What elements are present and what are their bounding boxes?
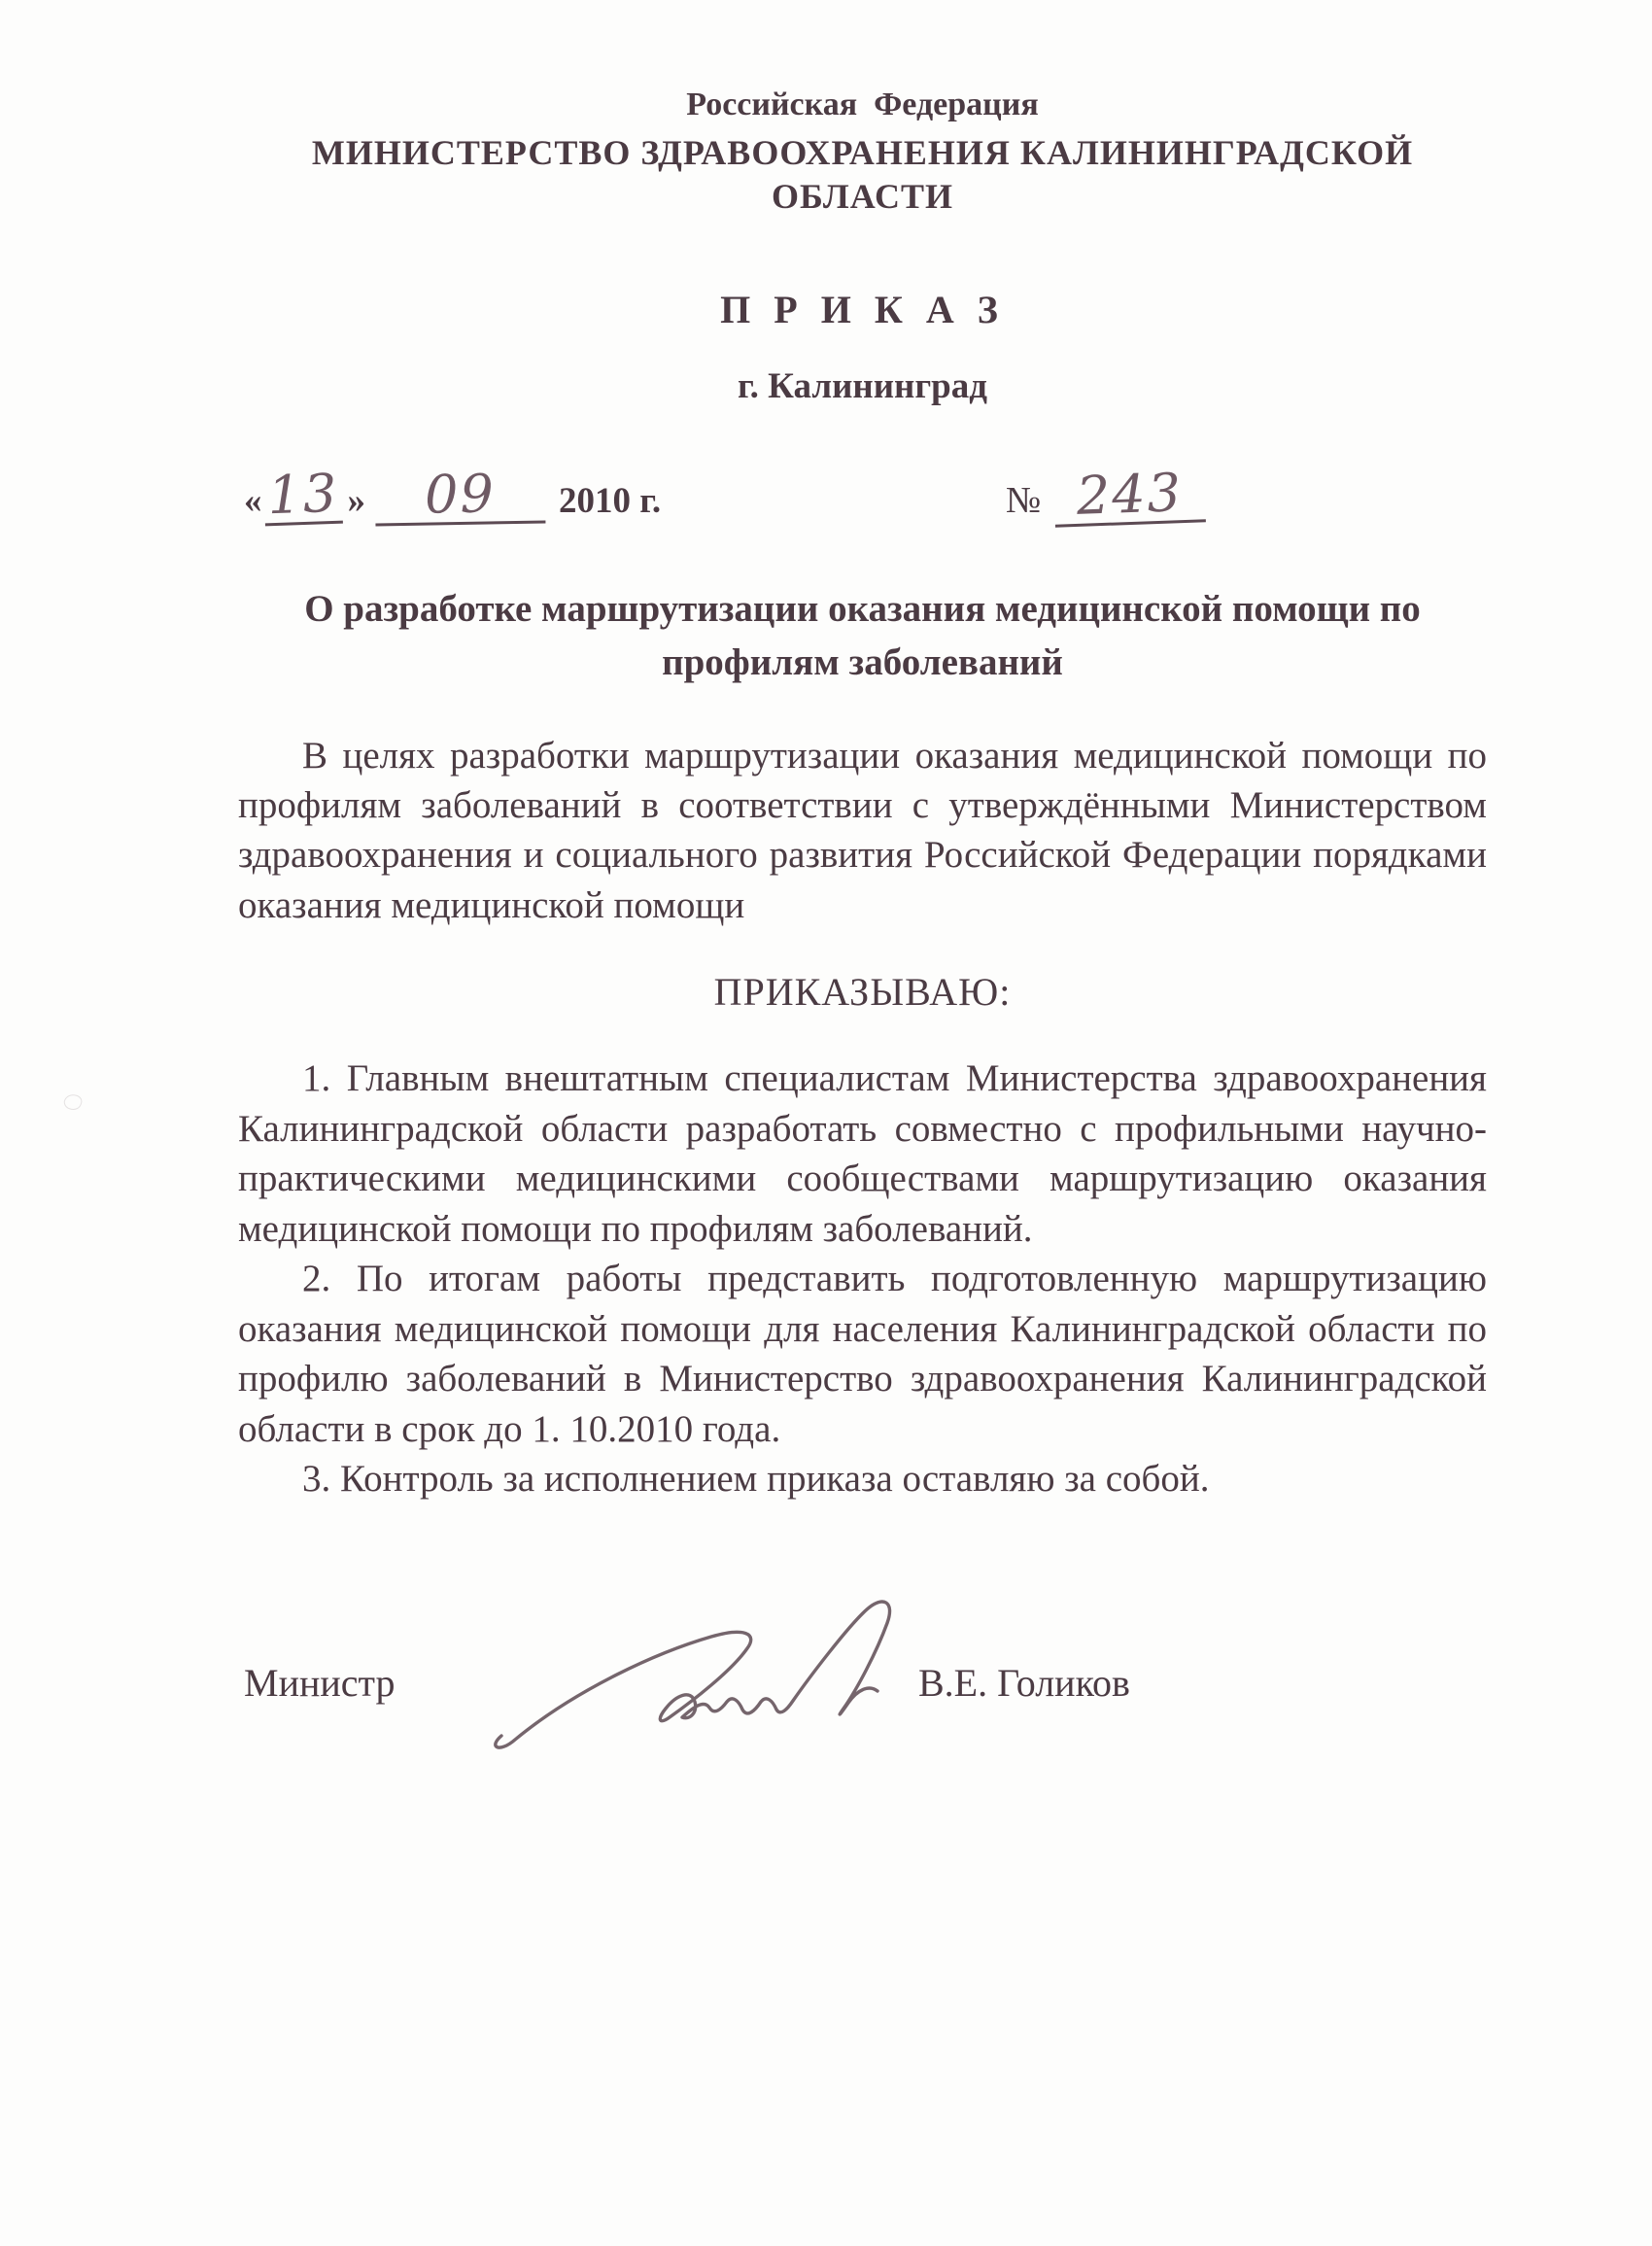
order-item-3: 3. Контроль за исполнением приказа оставляю за собой.: [302, 1458, 1210, 1501]
preamble-paragraph: В целях разработки маршрутизации оказания медицинской помощи по профилям заболеваний в соответствии с утверждёнными Министерством здравоохранения и социального развития Российской Федерации порядками оказания медицинской помощи: [238, 734, 1487, 926]
city-line: г. Калининград: [738, 365, 987, 406]
handwritten-month: 09: [424, 463, 497, 526]
number-sign: №: [1006, 479, 1042, 521]
order-word: ПРИКАЗЫВАЮ:: [713, 970, 1012, 1015]
signer-name: В.Е. Голиков: [918, 1660, 1130, 1705]
signer-position: Министр: [244, 1660, 396, 1705]
order-items: [238, 1054, 1487, 1503]
handwritten-day: 13: [265, 462, 339, 527]
signature-block: [238, 1567, 1487, 1771]
year-label: 2010 г.: [559, 480, 662, 521]
header-country: Российская Федерация: [686, 86, 1039, 122]
document-type-heading: П Р И К А З: [720, 287, 1005, 331]
close-quote: »: [347, 480, 365, 521]
order-subject-title: О разработке маршрутизации оказания медицинской помощи по профилям заболеваний: [304, 587, 1421, 684]
handwritten-order-number: 243: [1076, 461, 1185, 527]
header-ministry: МИНИСТЕРСТВО ЗДРАВООХРАНЕНИЯ КАЛИНИНГРАДСКОЙ ОБЛАСТИ: [311, 132, 1414, 216]
minister-signature: [466, 1572, 923, 1767]
requisites-row: [238, 448, 1487, 532]
order-item-2: 2. По итогам работы представить подготовленную маршрутизацию оказания медицинской помощи для населения Калининградской области по профилю заболеваний в Министерство здравоохранения Калининградской области в срок до 1. 10.2010 года.: [238, 1258, 1487, 1450]
open-quote: «: [244, 480, 262, 521]
order-item-1: 1. Главным внештатным специалистам Министерства здравоохранения Калининградской области разработать совместно с профильными научно-практическими медицинскими сообществами маршрутизацию оказания медицинской помощи по профилям заболеваний.: [238, 1057, 1487, 1250]
date-group: [244, 462, 662, 527]
order-number-group: [1006, 461, 1205, 527]
